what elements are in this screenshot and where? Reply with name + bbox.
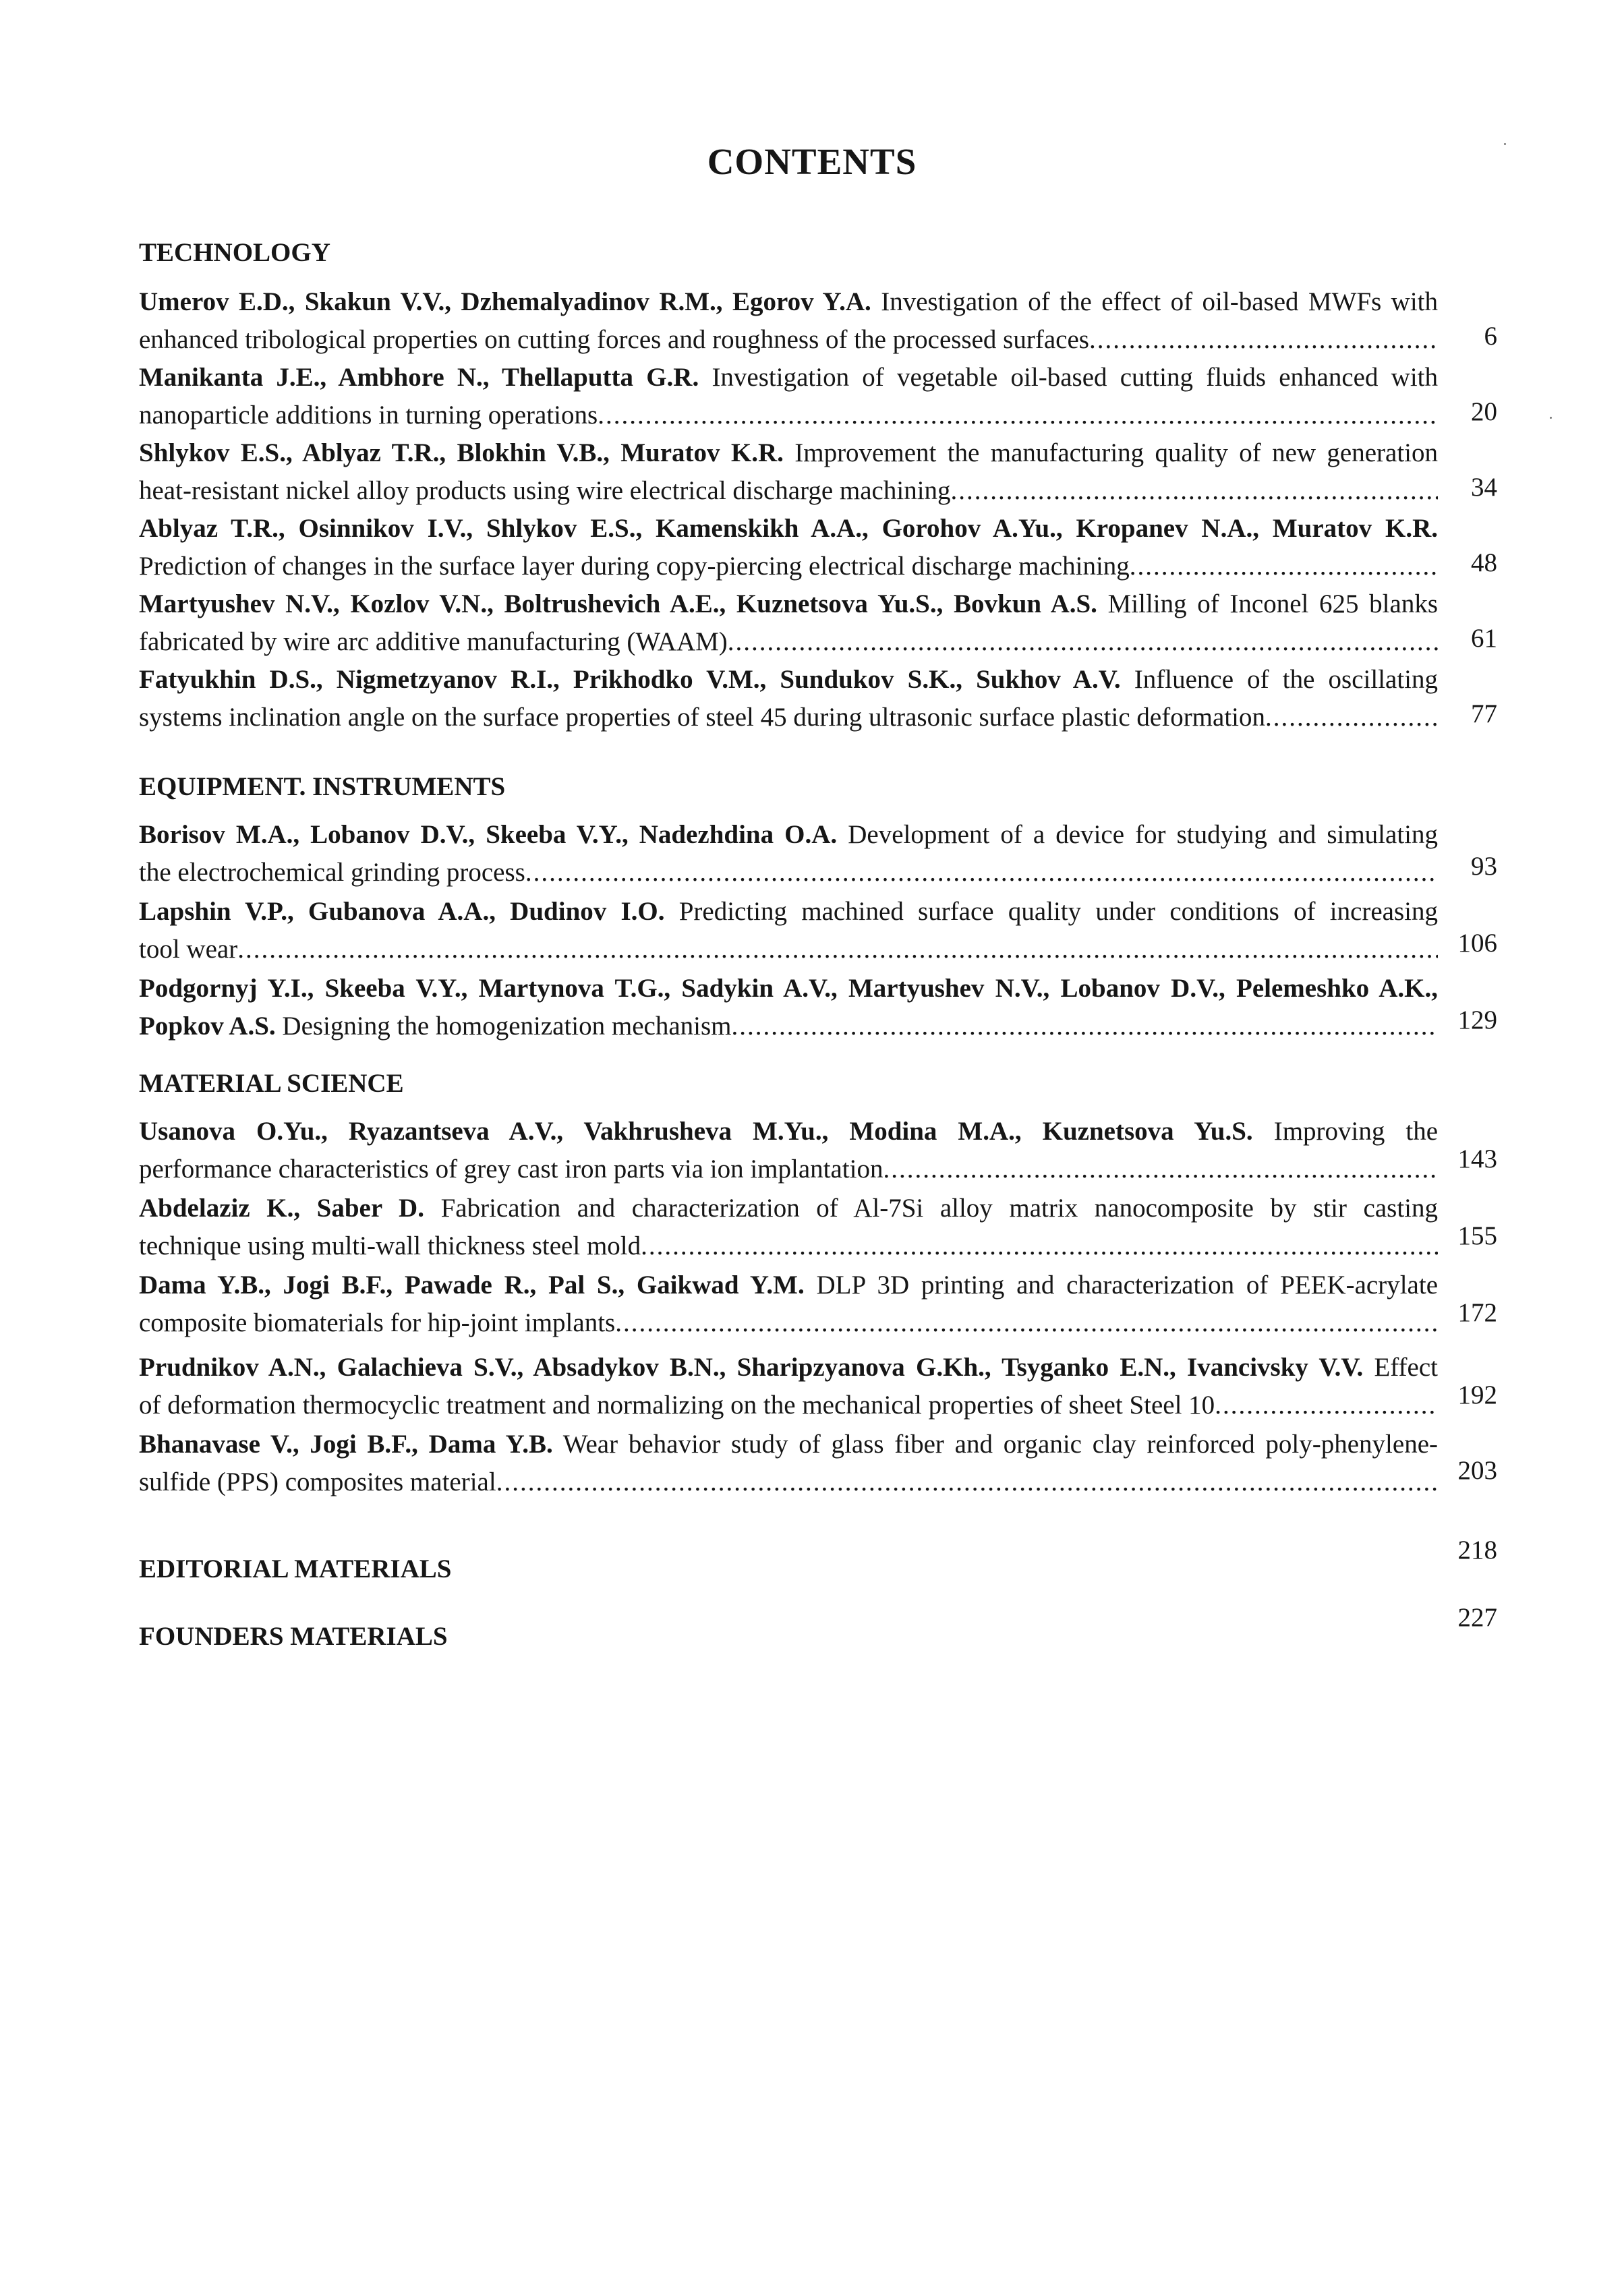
dot-leader — [615, 1304, 1438, 1342]
dot-leader — [732, 1008, 1438, 1045]
entry-authors: Lapshin V.P., Gubanova A.A., Dudinov I.O. — [139, 897, 665, 926]
dot-leader — [641, 1227, 1438, 1265]
section-page-number: 227 — [1457, 1603, 1497, 1632]
entry-title-line1: Effect — [1374, 1353, 1438, 1382]
dot-leader — [1265, 699, 1438, 736]
entry-authors: Abdelaziz K., Saber D. — [139, 1194, 424, 1223]
entry-authors: Bhanavase V., Jogi B.F., Dama Y.B. — [139, 1430, 553, 1459]
entry-title-line2: performance characteristics of grey cast iron parts via ion implantation — [139, 1155, 883, 1184]
entry-title-line2: of deformation thermocyclic treatment and normalizing on the mechanical properties of sheet Steel 10 — [139, 1391, 1215, 1420]
entry-page-number: 155 — [1457, 1221, 1497, 1250]
page-title: CONTENTS — [707, 141, 917, 182]
entry-page-number: 172 — [1457, 1298, 1497, 1327]
entry-page-number: 93 — [1471, 852, 1497, 881]
entry-page-number: 77 — [1471, 699, 1497, 728]
entry-authors: Manikanta J.E., Ambhore N., Thellaputta G.R. — [139, 363, 699, 392]
entry-page-number: 20 — [1471, 397, 1497, 426]
entry-title-line2: Designing the homogenization mechanism — [282, 1012, 732, 1041]
dot-leader — [1215, 1387, 1438, 1424]
section-heading-founders-materials[interactable]: FOUNDERS MATERIALS — [139, 1622, 448, 1651]
toc-entry[interactable] — [139, 359, 1438, 434]
entry-authors: Fatyukhin D.S., Nigmetzyanov R.I., Prikhodko V.M., Sundukov S.K., Sukhov A.V. — [139, 665, 1121, 694]
scan-speck — [1504, 143, 1506, 145]
dot-leader — [598, 397, 1438, 434]
entry-page-number: 61 — [1471, 624, 1497, 653]
dot-leader — [951, 472, 1438, 510]
entry-title-line2: the electrochemical grinding process — [139, 858, 525, 887]
toc-entry[interactable] — [139, 1190, 1438, 1265]
dot-leader — [883, 1150, 1438, 1188]
entry-page-number: 48 — [1471, 548, 1497, 577]
section-heading-editorial-materials[interactable]: EDITORIAL MATERIALS — [139, 1554, 452, 1583]
entry-title-line1: Wear behavior study of glass fiber and organic clay reinforced poly-phenylene- — [562, 1430, 1439, 1459]
entry-title-line1: Milling of Inconel 625 blanks — [1107, 589, 1438, 618]
entry-title-line2: heat-resistant nickel alloy products using wire electrical discharge machining — [139, 476, 951, 505]
toc-entry[interactable] — [139, 283, 1438, 359]
entry-title-line1: DLP 3D printing and characterization of PEEK-acrylate — [816, 1271, 1439, 1300]
dot-leader — [1089, 321, 1438, 359]
entry-authors: Ablyaz T.R., Osinnikov I.V., Shlykov E.S., Kamenskikh A.A., Gorohov A.Yu., Kropanev N.A., Muratov K.R. — [139, 514, 1438, 543]
toc-entry[interactable] — [139, 661, 1438, 736]
entry-title-line2: Prediction of changes in the surface layer during copy-piercing electrical discharge machining — [139, 552, 1130, 581]
toc-entry[interactable] — [139, 1266, 1438, 1342]
entry-title-line1: Fabrication and characterization of Al-7Si alloy matrix nanocomposite by stir casting — [440, 1194, 1439, 1223]
entry-authors: Shlykov E.S., Ablyaz T.R., Blokhin V.B., Muratov K.R. — [139, 438, 784, 467]
entry-title-line2: composite biomaterials for hip-joint implants — [139, 1308, 616, 1337]
entry-title-line2: technique using multi-wall thickness steel mold — [139, 1231, 641, 1260]
dot-leader — [496, 1463, 1438, 1501]
entry-title-line1: Investigation of the effect of oil-based MWFs with — [881, 287, 1439, 316]
entry-page-number: 192 — [1457, 1380, 1497, 1409]
entry-title-line2: nanoparticle additions in turning operations — [139, 401, 598, 430]
dot-leader — [728, 623, 1438, 661]
dot-leader — [237, 931, 1438, 968]
entry-authors: Umerov E.D., Skakun V.V., Dzhemalyadinov R.M., Egorov Y.A. — [139, 287, 871, 316]
entry-title-line1: Development of a device for studying and simulating — [848, 820, 1439, 849]
entry-page-number: 34 — [1471, 473, 1497, 502]
toc-entry[interactable] — [139, 585, 1438, 661]
section-heading-material-science: MATERIAL SCIENCE — [139, 1069, 404, 1098]
dot-leader — [1130, 548, 1438, 585]
entry-title-line1: Improvement the manufacturing quality of new generation — [794, 438, 1438, 467]
entry-title-line2: fabricated by wire arc additive manufacturing (WAAM) — [139, 627, 728, 656]
entry-authors: Prudnikov A.N., Galachieva S.V., Absadykov B.N., Sharipzyanova G.Kh., Tsyganko E.N., Ivancivsky V.V. — [139, 1353, 1364, 1382]
toc-entry[interactable] — [139, 1349, 1438, 1424]
entry-title-line2: tool wear — [139, 935, 238, 964]
entry-title-line1: Improving the — [1273, 1117, 1439, 1146]
entry-page-number: 106 — [1457, 929, 1497, 958]
entry-page-number: 203 — [1457, 1456, 1497, 1485]
entry-title-line2: enhanced tribological properties on cutting forces and roughness of the processed surfaces — [139, 325, 1089, 354]
section-heading-technology: TECHNOLOGY — [139, 238, 330, 267]
entry-authors: Martyushev N.V., Kozlov V.N., Boltrushevich A.E., Kuznetsova Yu.S., Bovkun A.S. — [139, 589, 1097, 618]
toc-entry[interactable] — [139, 1426, 1438, 1501]
section-heading-equipment-instruments: EQUIPMENT. INSTRUMENTS — [139, 772, 506, 801]
entry-authors: Dama Y.B., Jogi B.F., Pawade R., Pal S., Gaikwad Y.M. — [139, 1271, 805, 1300]
entry-page-number: 143 — [1457, 1144, 1497, 1173]
entry-title-line1: Investigation of vegetable oil-based cutting fluids enhanced with — [712, 363, 1439, 392]
entry-title-line1: Influence of the oscillating — [1134, 665, 1439, 694]
toc-entry[interactable] — [139, 510, 1438, 585]
section-page-number: 218 — [1457, 1536, 1497, 1565]
dot-leader — [525, 854, 1438, 892]
toc-entry[interactable] — [139, 970, 1438, 1045]
toc-entry[interactable] — [139, 1113, 1438, 1188]
scan-speck — [1550, 417, 1552, 419]
entry-authors: Borisov M.A., Lobanov D.V., Skeeba V.Y., Nadezhdina O.A. — [139, 820, 838, 849]
entry-title-line2: systems inclination angle on the surface properties of steel 45 during ultrasonic surface plastic deformation — [139, 703, 1265, 732]
entry-title-line1: Predicting machined surface quality under conditions of increasing — [678, 897, 1439, 926]
entry-title-line2: sulfide (PPS) composites material — [139, 1467, 496, 1496]
entry-authors: Podgornyj Y.I., Skeeba V.Y., Martynova T.G., Sadykin A.V., Martyushev N.V., Lobanov D.V., Pelemeshko A.K., — [139, 974, 1438, 1003]
entry-authors: Usanova O.Yu., Ryazantseva A.V., Vakhrusheva M.Yu., Modina M.A., Kuznetsova Yu.S. — [139, 1117, 1253, 1146]
toc-entry[interactable] — [139, 893, 1438, 968]
entry-page-number: 6 — [1484, 322, 1497, 351]
toc-entry[interactable] — [139, 434, 1438, 510]
entry-authors-continued: Popkov A.S. — [139, 1012, 276, 1041]
entry-page-number: 129 — [1457, 1006, 1497, 1035]
toc-entry[interactable] — [139, 816, 1438, 892]
